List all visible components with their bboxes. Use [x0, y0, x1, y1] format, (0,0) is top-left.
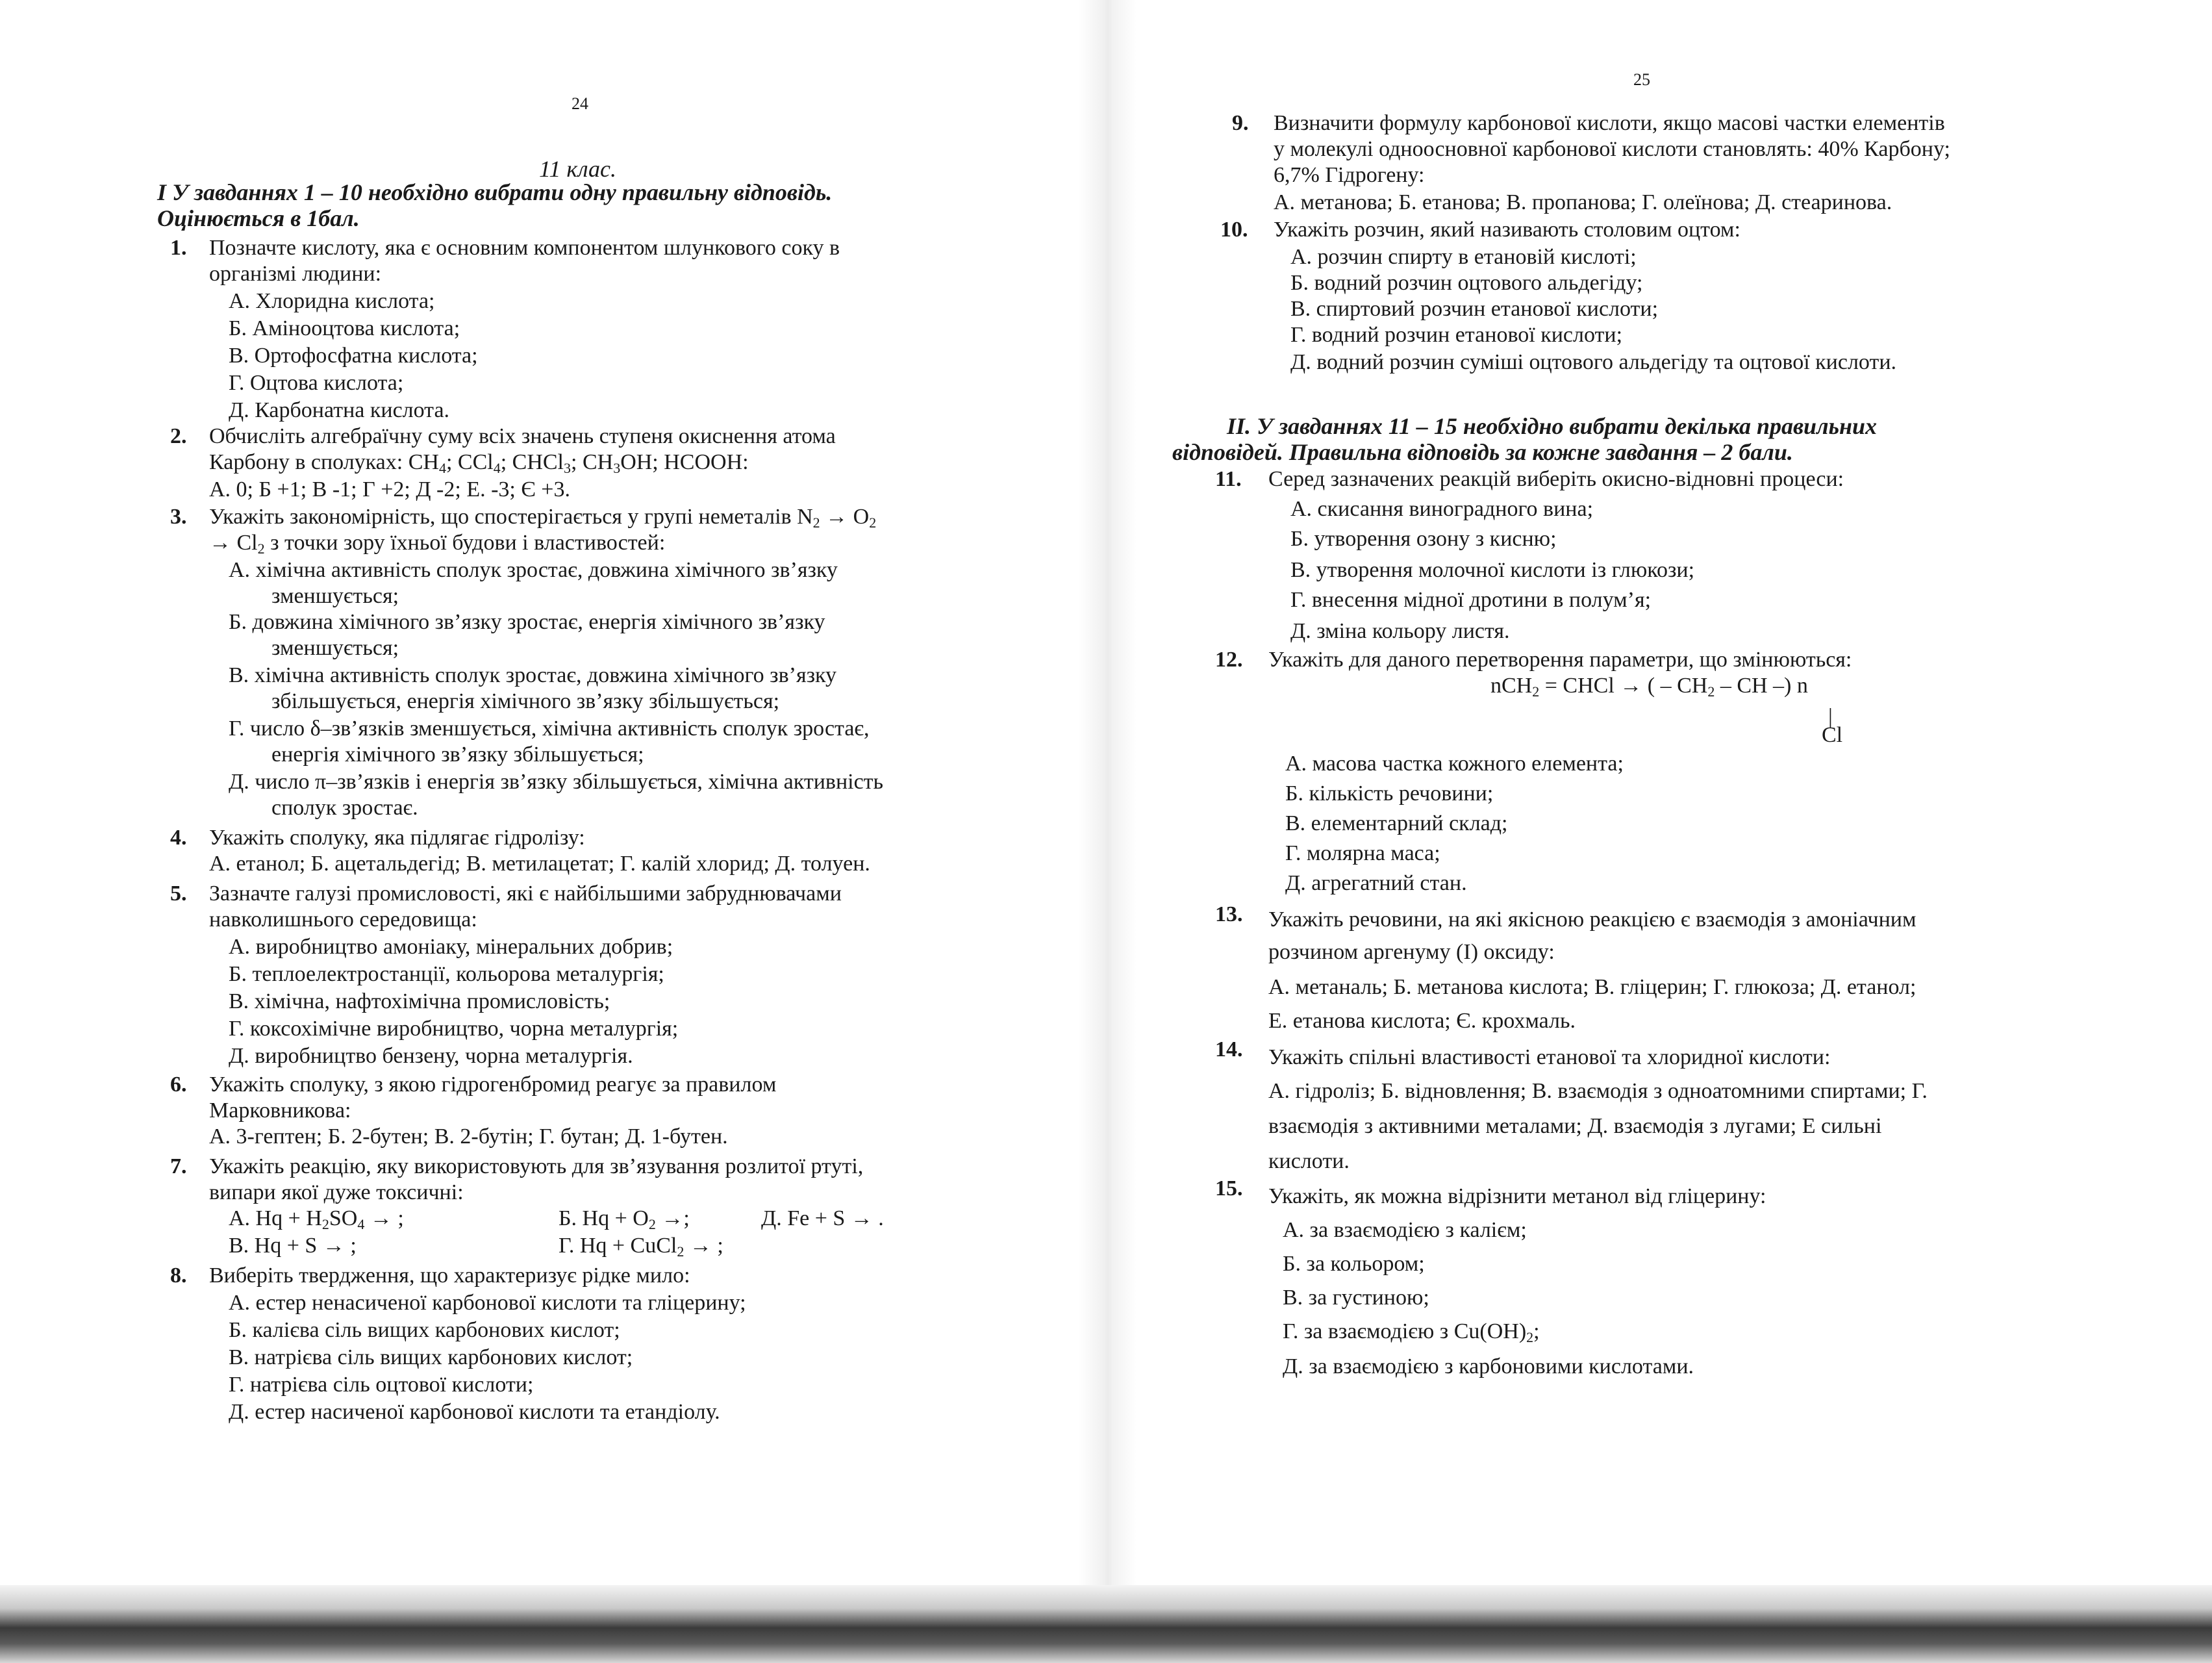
answer-option: В. утворення молочної кислоти із глюкози; — [1290, 558, 1695, 582]
question-number: 12. — [1215, 648, 1243, 672]
question-text: Виберіть твердження, що характеризує рідке мило: — [209, 1263, 690, 1288]
answer-option-cont: зменшується; — [271, 636, 399, 660]
answer-option-cont: збільшується, енергія хімічного зв’язку збільшується; — [271, 689, 780, 713]
answer-option: Д. естер насиченої карбонової кислоти та етандіолу. — [229, 1400, 720, 1424]
answer-option: Д. водний розчин суміші оцтового альдегіду та оцтової кислоти. — [1290, 350, 1897, 374]
answer-options-inline: взаємодія з активними металами; Д. взаємодія з лугами; Е сильні — [1268, 1114, 1882, 1138]
answer-option: Д. зміна кольору листя. — [1290, 619, 1510, 643]
answer-option: Б. утворення озону з кисню; — [1290, 527, 1557, 551]
answer-options-inline: А. 0; Б +1; В -1; Г +2; Д -2; Е. -3; Є +3. — [209, 477, 570, 501]
grade-heading: 11 клас. — [539, 156, 617, 182]
section1-header-line2: Оцінюється в 1бал. — [157, 205, 360, 231]
answer-option-cont: енергія хімічного зв’язку збільшується; — [271, 743, 644, 767]
answer-option: Д. Fe + S → . — [761, 1206, 884, 1230]
question-text: навколишнього середовища: — [209, 908, 477, 932]
answer-options-inline: А. етанол; Б. ацетальдегід; В. метилацетат; Г. калій хлорид; Д. толуен. — [209, 852, 870, 876]
question-text: Позначте кислоту, яка є основним компонентом шлункового соку в — [209, 236, 840, 260]
answer-option: Б. теплоелектростанції, кольорова металургія; — [229, 962, 664, 986]
answer-option: В. хімічна, нафтохімічна промисловість; — [229, 989, 610, 1013]
reaction-equation: nCH$_2$ = CHCl → ( – $CH_2$ – CH –) n — [1490, 674, 1808, 700]
answer-option: А. розчин спирту в етановій кислоті; — [1290, 245, 1637, 269]
answer-option: Г. водний розчин етанової кислоти; — [1290, 323, 1623, 347]
question-text: Укажіть розчин, який називають столовим оцтом: — [1274, 218, 1741, 242]
answer-option: Б. Аміноoцтова кислота; — [229, 316, 460, 340]
answer-options-inline: А. метаналь; Б. метанова кислота; В. гліцерин; Г. глюкоза; Д. етанол; — [1268, 975, 1917, 999]
answer-options-inline: А. гідроліз; Б. відновлення; В. взаємодія з одноатомними спиртами; Г. — [1268, 1079, 1928, 1103]
answer-options-inline: А. метанова; Б. етанова; В. пропанова; Г. олеїнова; Д. стеаринова. — [1274, 190, 1892, 214]
answer-options-inline: кислоти. — [1268, 1149, 1350, 1173]
question-text: організмі людини: — [209, 262, 382, 286]
question-text: Укажіть, як можна відрізнити метанол від гліцерину: — [1268, 1184, 1766, 1208]
page-number: 25 — [1633, 70, 1650, 89]
answer-option: А. скисання виноградного вина; — [1290, 497, 1594, 521]
bond-line: | — [1828, 705, 1833, 729]
question-text: Зазначте галузі промисловості, які є найбільшими забруднювачами — [209, 882, 842, 906]
question-number: 11. — [1215, 467, 1242, 491]
answer-option: В. за густиною; — [1283, 1286, 1429, 1310]
question-text: Марковникова: — [209, 1098, 351, 1123]
answer-option: В. спиртовий розчин етанової кислоти; — [1290, 297, 1659, 321]
answer-option: Г. натрієва сіль оцтової кислоти; — [229, 1373, 534, 1397]
answer-option: В. хімічна активність сполук зростає, довжина хімічного зв’язку — [229, 663, 837, 687]
answer-option: Г. молярна маса; — [1285, 841, 1440, 865]
question-text: → $Cl_2$ з точки зору їхньої будови і властивостей: — [209, 531, 666, 557]
answer-option: Д. за взаємодією з карбоновими кислотами. — [1283, 1354, 1694, 1378]
answer-option: А. естер ненасиченої карбонової кислоти та гліцерину; — [229, 1291, 746, 1315]
question-number: 3. — [170, 505, 187, 529]
answer-option: Г. Hq + CuCl$_2$ → ; — [559, 1234, 723, 1260]
right-page — [1106, 0, 2212, 1663]
question-text: Укажіть речовини, на які якісною реакцією є взаємодія з амоніачним — [1268, 908, 1917, 932]
question-number: 2. — [170, 424, 187, 448]
answer-option: А. виробництво амоніаку, мінеральних добрив; — [229, 935, 673, 959]
question-number: 4. — [170, 826, 187, 850]
question-text: Укажіть сполуку, яка підлягає гідролізу: — [209, 826, 585, 850]
question-text: Визначити формулу карбонової кислоти, якщо масові частки елементів — [1274, 111, 1945, 135]
question-text: 6,7% Гідрогену: — [1274, 163, 1425, 187]
section1-header-line1: I У завданнях 1 – 10 необхідно вибрати одну правильну відповідь. — [157, 179, 833, 205]
answer-option: Г. число δ–зв’язків зменшується, хімічна активність сполук зростає, — [229, 717, 870, 741]
question-text: Укажіть закономірність, що спостерігається у групі неметалів $N_2 \to O_2$ — [209, 505, 877, 531]
answer-option: Д. число π–зв’язків і енергія зв’язку збільшується, хімічна активність — [229, 770, 884, 794]
answer-option: В. елементарний склад; — [1285, 811, 1508, 835]
answer-option: Г. Оцтова кислота; — [229, 371, 404, 395]
question-number: 10. — [1220, 218, 1248, 242]
answer-option: А. $Hq + H_2SO_4$ → ; — [229, 1206, 404, 1232]
question-number: 6. — [170, 1073, 187, 1097]
answer-option: А. Хлоридна кислота; — [229, 289, 435, 313]
answer-option: А. за взаємодією з калієм; — [1283, 1218, 1527, 1242]
question-number: 15. — [1215, 1176, 1243, 1200]
question-text: випари якої дуже токсичні: — [209, 1180, 464, 1204]
question-text: Укажіть реакцію, яку використовують для зв’язування розлитої ртуті, — [209, 1154, 864, 1178]
question-number: 13. — [1215, 902, 1243, 926]
question-text: Серед зазначених реакцій виберіть окисно-відновні процеси: — [1268, 467, 1844, 491]
answer-option-cont: зменшується; — [271, 584, 399, 608]
question-number: 14. — [1215, 1037, 1243, 1061]
answer-option: Б. за кольором; — [1283, 1252, 1425, 1276]
answer-option: В. натрієва сіль вищих карбонових кислот; — [229, 1345, 633, 1369]
answer-option: В. Ортофосфатна кислота; — [229, 344, 478, 368]
answer-option: Г. за взаємодією з $Cu(OH)_2$; — [1283, 1319, 1540, 1345]
question-text: розчином аргенуму (I) оксиду: — [1268, 940, 1555, 964]
question-text: Обчисліть алгебраїчну суму всіх значень ступеня окиснення атома — [209, 424, 836, 448]
scanner-edge-shadow — [0, 1585, 2212, 1663]
section2-header-line1: II. У завданнях 11 – 15 необхідно вибрати декілька правильних — [1227, 413, 1878, 439]
question-text: Укажіть спільні властивості етанової та хлоридної кислоти: — [1268, 1045, 1831, 1069]
question-number: 7. — [170, 1154, 187, 1178]
page-number: 24 — [572, 94, 588, 113]
answer-options-inline: А. 3-гептен; Б. 2-бутен; В. 2-бутін; Г. бутан; Д. 1-бутен. — [209, 1124, 728, 1149]
question-text: Укажіть для даного перетворення параметри, що змінюються: — [1268, 648, 1852, 672]
answer-option-cont: сполук зростає. — [271, 796, 418, 820]
answer-options-inline: Е. етанова кислота; Є. крохмаль. — [1268, 1009, 1576, 1033]
answer-option: А. масова частка кожного елемента; — [1285, 752, 1624, 776]
question-number: 5. — [170, 882, 187, 906]
answer-option: Г. внесення мідної дротини в полум’я; — [1290, 588, 1652, 612]
answer-option: Б. водний розчин оцтового альдегіду; — [1290, 271, 1643, 295]
answer-option: Д. виробництво бензену, чорна металургія. — [229, 1044, 633, 1068]
question-text: Укажіть сполуку, з якою гідрогенбромид реагує за правилом — [209, 1073, 777, 1097]
answer-option: Д. Карбонатна кислота. — [229, 398, 450, 422]
question-number: 9. — [1232, 111, 1249, 135]
question-text: у молекулі одноосновної карбонової кислоти становлять: 40% Карбону; — [1274, 137, 1950, 161]
chlorine-substituent: Cl — [1822, 723, 1843, 747]
answer-option: А. хімічна активність сполук зростає, довжина хімічного зв’язку — [229, 558, 838, 582]
section2-header-line2: відповідей. Правильна відповідь за кожне завдання – 2 бали. — [1172, 439, 1793, 465]
answer-option: Д. агрегатний стан. — [1285, 871, 1467, 895]
answer-option: Б. довжина хімічного зв’язку зростає, енергія хімічного зв’язку — [229, 610, 825, 634]
answer-option: Б. $Hq + O_2$ →; — [559, 1206, 690, 1232]
question-formula-line: Карбону в сполуках: $CH_4$; CCl$_4$; CHCl$_3$; $CH_3OH$; HCOOH: — [209, 450, 749, 476]
question-number: 1. — [170, 236, 187, 260]
answer-option: Г. коксохімічне виробництво, чорна металургія; — [229, 1017, 679, 1041]
answer-option: В. Hq + S → ; — [229, 1234, 357, 1258]
answer-option: Б. кількість речовини; — [1285, 781, 1494, 806]
question-number: 8. — [170, 1263, 187, 1288]
answer-option: Б. калієва сіль вищих карбонових кислот; — [229, 1318, 620, 1342]
